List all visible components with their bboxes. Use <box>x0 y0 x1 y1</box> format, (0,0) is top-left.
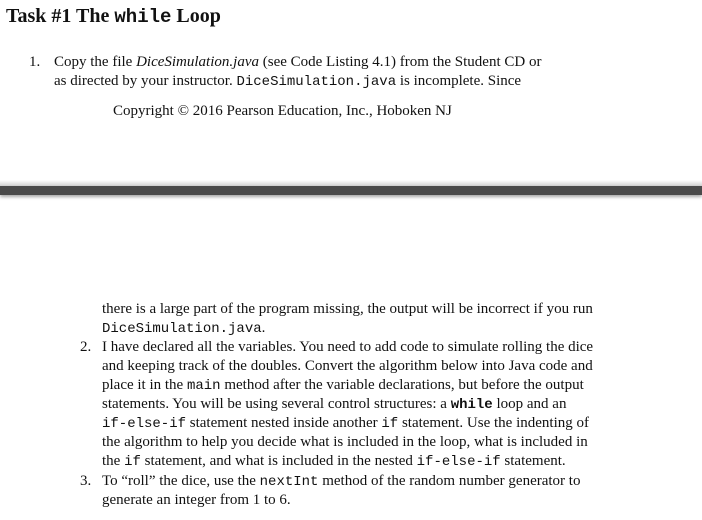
item-2-line-1: I have declared all the variables. You need to add code to simulate rolling the dice <box>102 339 594 355</box>
copyright-notice: Copyright © 2016 Pearson Education, Inc., Hoboken NJ <box>113 103 452 119</box>
item-2-line-4: statements. You will be using several control structures: a while loop and an <box>102 396 567 413</box>
item-1-number: 1. <box>29 54 41 70</box>
code-if-else-if: if-else-if <box>102 416 187 432</box>
page-break <box>0 186 702 195</box>
code-nextint: nextInt <box>259 474 319 490</box>
item-2-line-5: if-else-if statement nested inside another if statement. Use the indenting of <box>102 415 589 432</box>
item-1-cont-line-2: DiceSimulation.java. <box>102 320 266 337</box>
item-2-line-6: the algorithm to help you decide what is included in the loop, what is included in <box>102 434 588 450</box>
item-1-line-1: Copy the file DiceSimulation.java (see Code Listing 4.1) from the Student CD or <box>54 54 542 70</box>
item-3-line-2: generate an integer from 1 to 6. <box>102 492 291 508</box>
code-if: if <box>381 416 399 432</box>
file-name: DiceSimulation.java <box>136 54 259 70</box>
item-2-number: 2. <box>80 339 92 355</box>
while-keyword: while <box>114 6 172 28</box>
code-dicesimulation: DiceSimulation.java <box>236 74 397 90</box>
item-2-line-7: the if statement, and what is included in the nested if-else-if statement. <box>102 453 566 470</box>
item-1-line-2: as directed by your instructor. DiceSimulation.java is incomplete. Since <box>54 73 522 90</box>
code-if: if <box>124 454 141 470</box>
task-title: Task #1 The while Loop <box>6 5 221 28</box>
item-2-line-3: place it in the main method after the variable declarations, but before the output <box>102 377 584 394</box>
code-main: main <box>186 378 221 394</box>
code-if-else-if: if-else-if <box>416 454 501 470</box>
code-dicesimulation: DiceSimulation.java <box>102 321 262 337</box>
code-while: while <box>450 397 493 413</box>
item-1-cont-line-1: there is a large part of the program missing, the output will be incorrect if you run <box>102 301 593 317</box>
item-3-line-1: To “roll” the dice, use the nextInt method of the random number generator to <box>102 473 581 490</box>
item-2-line-2: and keeping track of the doubles. Convert the algorithm below into Java code and <box>102 358 593 374</box>
item-3-number: 3. <box>80 473 92 489</box>
